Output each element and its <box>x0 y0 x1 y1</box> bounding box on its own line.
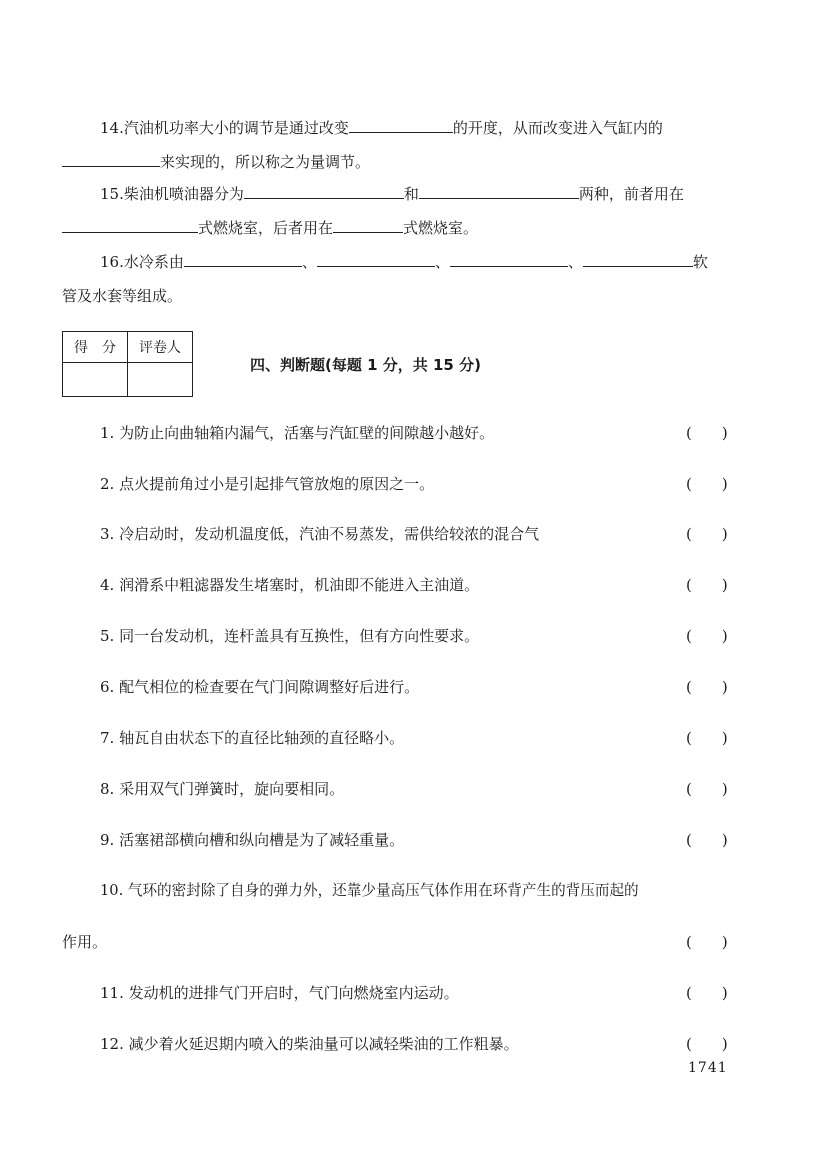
question-number: 14. <box>100 119 124 137</box>
answer-blank[interactable] <box>349 118 453 133</box>
judge-question-3: 3. 冷启动时，发动机温度低，汽油不易蒸发，需供给较浓的混合气 <box>100 525 540 543</box>
judge-question-1: 1. 为防止向曲轴箱内漏气，活塞与汽缸壁的间隙越小越好。 <box>100 424 495 442</box>
answer-parenthesis[interactable]: ( ) <box>686 1035 728 1053</box>
question-text: 式燃烧室。 <box>403 219 479 237</box>
answer-parenthesis[interactable]: ( ) <box>686 627 728 645</box>
question-text: 式燃烧室，后者用在 <box>198 219 334 237</box>
judge-question-8: 8. 采用双气门弹簧时，旋向要相同。 <box>100 780 345 798</box>
section-heading: 四、判断题 <box>250 356 326 374</box>
question-text: 汽油机功率大小的调节是通过改变 <box>123 119 349 137</box>
judge-question-10-line-2: 作用。 <box>62 933 108 951</box>
answer-parenthesis[interactable]: ( ) <box>686 678 728 696</box>
judge-question-9: 9. 活塞裙部横向槽和纵向槽是为了减轻重量。 <box>100 831 405 849</box>
grader-label: 评卷人 <box>128 332 193 363</box>
question-number: 16. <box>100 253 124 271</box>
score-cell[interactable] <box>63 363 128 397</box>
separator: 、 <box>567 253 583 271</box>
judge-question-4: 4. 润滑系中粗滤器发生堵塞时，机油即不能进入主油道。 <box>100 576 480 594</box>
question-text: 两种，前者用在 <box>578 185 684 203</box>
judge-question-11: 11. 发动机的进排气门开启时，气门向燃烧室内运动。 <box>100 984 459 1002</box>
question-15-line-1 <box>100 184 684 204</box>
judge-question-10-line-1: 10. 气环的密封除了自身的弹力外，还靠少量高压气体作用在环背产生的背压而起的 <box>100 882 639 899</box>
answer-blank[interactable] <box>244 184 404 199</box>
question-15-line-2 <box>62 218 478 238</box>
grader-cell[interactable] <box>128 363 193 397</box>
answer-blank[interactable] <box>317 252 435 267</box>
judge-question-5: 5. 同一台发动机，连杆盖具有互换性，但有方向性要求。 <box>100 627 480 645</box>
judge-question-2: 2. 点火提前角过小是引起排气管放炮的原因之一。 <box>100 475 435 493</box>
answer-blank[interactable] <box>184 252 302 267</box>
section-title <box>250 354 481 375</box>
judge-question-7: 7. 轴瓦自由状态下的直径比轴颈的直径略小。 <box>100 729 405 747</box>
answer-blank[interactable] <box>62 152 160 167</box>
answer-parenthesis[interactable]: ( ) <box>686 933 728 951</box>
question-text: 软 <box>692 253 708 271</box>
answer-parenthesis[interactable]: ( ) <box>686 984 728 1002</box>
question-14-line-2 <box>62 152 370 172</box>
answer-parenthesis[interactable]: ( ) <box>686 525 728 543</box>
separator: 、 <box>301 253 317 271</box>
answer-blank[interactable] <box>583 252 693 267</box>
question-text: 管及水套等组成。 <box>62 287 183 305</box>
answer-blank[interactable] <box>62 218 198 233</box>
question-16-line-2 <box>62 286 182 306</box>
question-14-line-1 <box>100 118 663 138</box>
separator: 、 <box>434 253 450 271</box>
question-16-line-1 <box>100 252 708 272</box>
page-number: 1741 <box>688 1060 728 1076</box>
question-text: 柴油机喷油器分为 <box>123 185 244 203</box>
judge-question-6: 6. 配气相位的检查要在气门间隙调整好后进行。 <box>100 678 420 696</box>
answer-parenthesis[interactable]: ( ) <box>686 729 728 747</box>
answer-parenthesis[interactable]: ( ) <box>686 475 728 493</box>
answer-parenthesis[interactable]: ( ) <box>686 424 728 442</box>
question-text: 和 <box>403 185 419 203</box>
question-text: 的开度，从而改变进入气缸内的 <box>452 119 663 137</box>
answer-blank[interactable] <box>333 218 403 233</box>
score-label: 得 分 <box>63 332 128 363</box>
section-note: (每题 1 分，共 15 分) <box>325 356 481 374</box>
question-text: 水冷系由 <box>123 253 184 271</box>
answer-blank[interactable] <box>419 184 579 199</box>
judge-question-12: 12. 减少着火延迟期内喷入的柴油量可以减轻柴油的工作粗暴。 <box>100 1035 519 1053</box>
answer-parenthesis[interactable]: ( ) <box>686 780 728 798</box>
question-number: 15. <box>100 185 124 203</box>
answer-blank[interactable] <box>450 252 568 267</box>
question-text: 来实现的，所以称之为量调节。 <box>160 153 371 171</box>
answer-parenthesis[interactable]: ( ) <box>686 831 728 849</box>
score-box <box>62 331 193 397</box>
answer-parenthesis[interactable]: ( ) <box>686 576 728 594</box>
